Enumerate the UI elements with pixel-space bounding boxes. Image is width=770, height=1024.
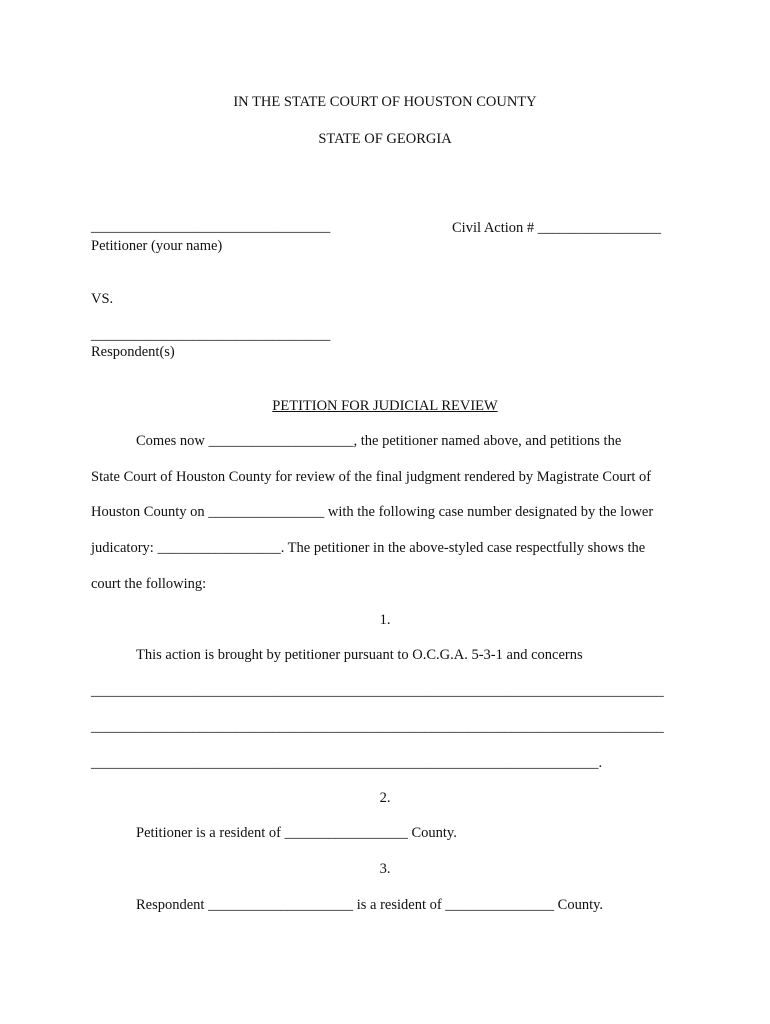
section-2-number: 2. <box>379 790 391 806</box>
section-3-number: 3. <box>379 861 391 877</box>
section-1-text: This action is brought by petitioner pursuant to O.C.G.A. 5-3-1 and concerns <box>136 647 583 663</box>
versus-label: VS. <box>91 291 114 307</box>
respondent-label: Respondent(s) <box>91 344 175 360</box>
body-line-5: court the following: <box>91 576 207 592</box>
section-1-blank-line-3[interactable]: ______________________________________________________________________. <box>91 755 603 771</box>
section-3-text: Respondent ____________________ is a resident of _______________ County. <box>136 897 604 913</box>
state-heading: STATE OF GEORGIA <box>318 131 452 147</box>
body-line-3: Houston County on ________________ with the following case number designated by the lower <box>91 504 654 520</box>
body-line-1: Comes now ____________________, the petitioner named above, and petitions the <box>136 433 622 449</box>
respondent-name-blank[interactable]: _________________________________ <box>91 327 331 343</box>
section-2-text: Petitioner is a resident of _________________ County. <box>136 825 457 841</box>
petitioner-label: Petitioner (your name) <box>91 238 223 254</box>
section-1-number: 1. <box>379 612 391 628</box>
petitioner-name-blank[interactable]: _________________________________ <box>91 219 331 235</box>
body-line-2: State Court of Houston County for review of the final judgment rendered by Magistrate Court of <box>91 469 652 485</box>
civil-action-field[interactable]: Civil Action # _________________ <box>452 220 662 236</box>
petition-title: PETITION FOR JUDICIAL REVIEW <box>272 398 498 414</box>
section-1-blank-line-1[interactable]: _______________________________________________________________________________ <box>91 683 664 699</box>
section-1-blank-line-2[interactable]: _______________________________________________________________________________ <box>91 719 664 735</box>
body-line-4: judicatory: _________________. The petitioner in the above-styled case respectfully shows the <box>91 540 646 556</box>
court-heading: IN THE STATE COURT OF HOUSTON COUNTY <box>233 94 537 110</box>
